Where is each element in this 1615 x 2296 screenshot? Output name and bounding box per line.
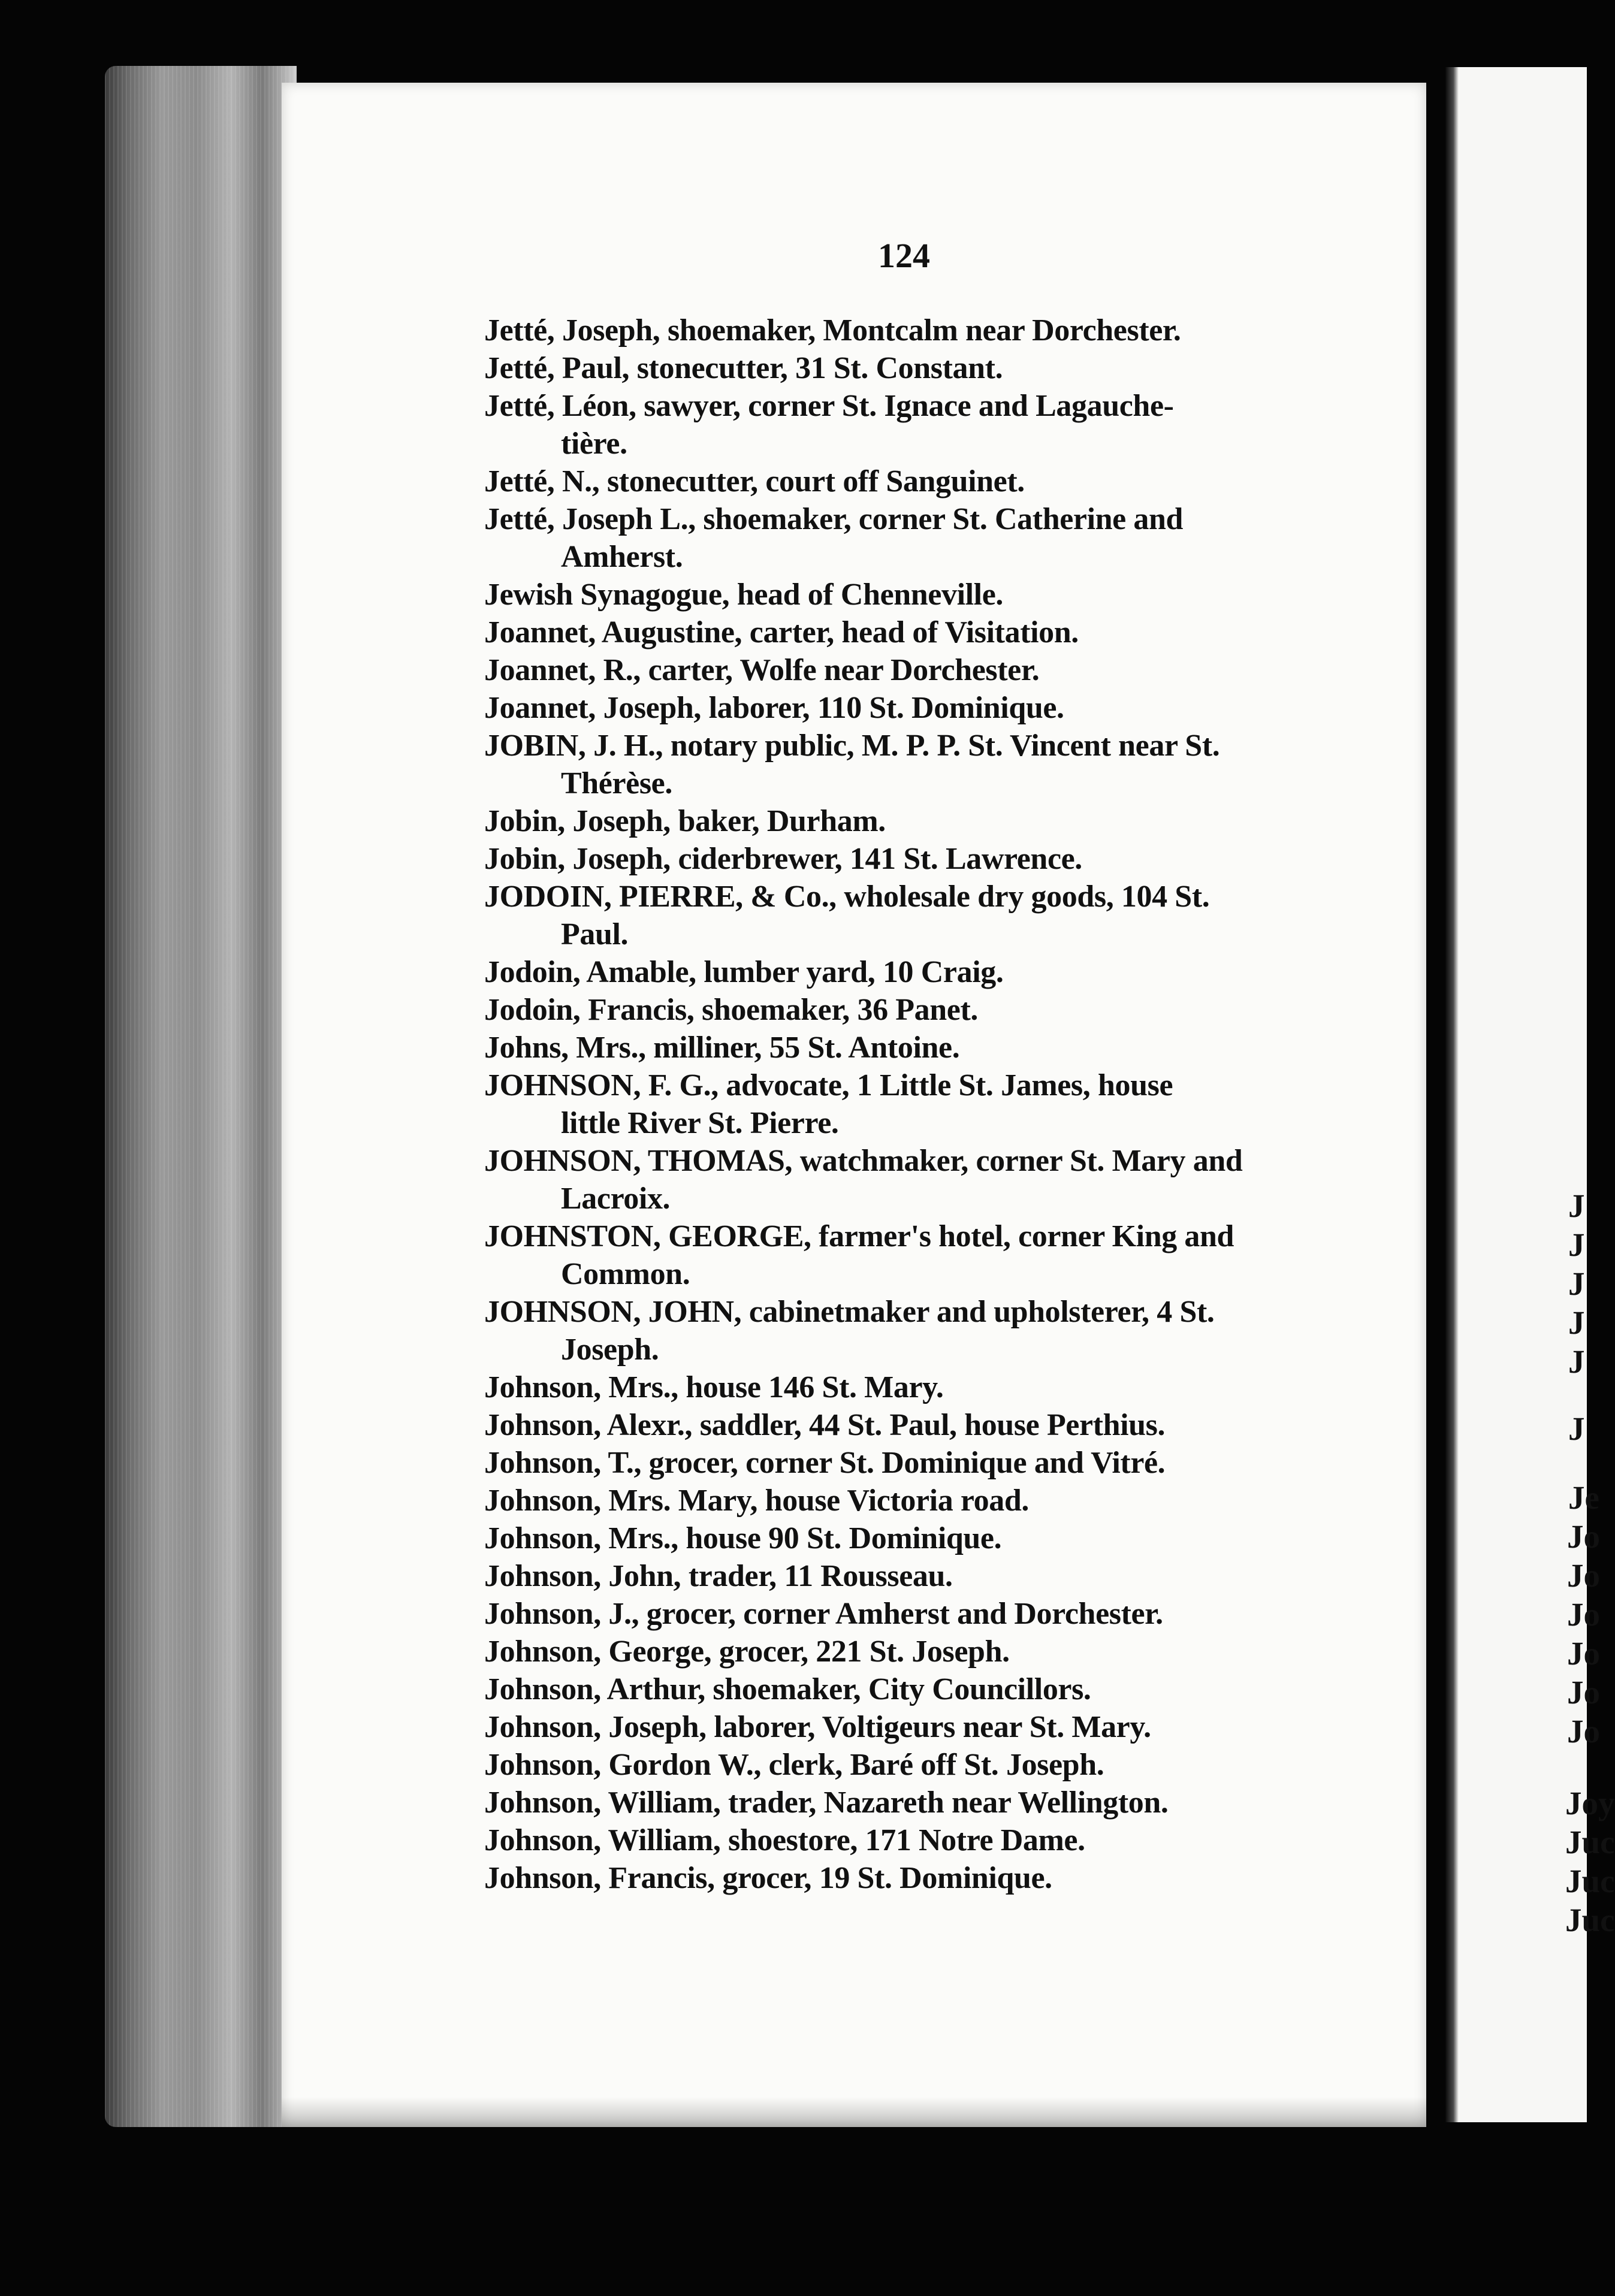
entry-text: Johnson, William, trader, Nazareth near Wellington. [484,1786,1169,1820]
entry-text: Johnson, Arthur, shoemaker, City Councillors. [484,1672,1091,1706]
next-page-fragment: J [1568,1188,1585,1224]
entry-text: Johns, Mrs., milliner, 55 St. Antoine. [484,1031,960,1065]
entry-text: Jetté, Joseph, shoemaker, Montcalm near Dorchester. [484,313,1181,348]
directory-entry [484,1519,1335,1557]
next-page-fragment: Juc [1565,1902,1615,1938]
entry-text: Johnson, John, trader, 11 Rousseau. [484,1559,953,1593]
directory-entry [484,651,1335,689]
entry-text: JOHNSON, JOHN, cabinetmaker and upholsterer, 4 St. [484,1295,1215,1329]
directory-entry [484,1746,1335,1784]
entry-text: Johnson, Joseph, laborer, Voltigeurs near St. Mary. [484,1710,1151,1744]
entry-text: JODOIN, PIERRE, & Co., wholesale dry goods, 104 St. [484,880,1210,914]
entry-continuation: Amherst. [561,540,683,574]
entry-text: Joannet, Augustine, carter, head of Visitation. [484,615,1079,649]
directory-entry [484,1406,1335,1444]
entry-text: Jetté, Paul, stonecutter, 31 St. Constant. [484,351,1003,385]
directory-entry [484,1784,1335,1821]
directory-entry [484,840,1335,878]
next-page-fragment: Jo [1567,1518,1600,1555]
next-page-fragment: Jo [1567,1596,1600,1633]
directory-entry [484,387,1335,463]
directory-entry [484,878,1335,953]
next-page-fragment: Joy [1565,1785,1615,1821]
entry-text: Jobin, Joseph, baker, Durham. [484,804,886,838]
directory-entry [484,1670,1335,1708]
entry-continuation: Lacroix. [561,1182,671,1216]
directory-entries [484,312,1335,1897]
page-shadow [282,2097,1426,2128]
entry-continuation: little River St. Pierre. [561,1106,839,1140]
directory-entry [484,1444,1335,1482]
entry-text: Johnson, Mrs., house 90 St. Dominique. [484,1521,1002,1555]
entry-continuation: Thérèse. [561,766,672,800]
entry-text: JOHNSON, F. G., advocate, 1 Little St. James, house [484,1068,1173,1102]
directory-entry [484,689,1335,727]
directory-entry [484,727,1335,802]
entry-text: Joannet, R., carter, Wolfe near Dorchester. [484,653,1040,687]
entry-text: Jodoin, Francis, shoemaker, 36 Panet. [484,993,978,1027]
entry-text: JOBIN, J. H., notary public, M. P. P. St. Vincent near St. [484,729,1220,763]
entry-text: Johnson, George, grocer, 221 St. Joseph. [484,1635,1010,1669]
directory-entry [484,1293,1335,1368]
directory-entry [484,953,1335,991]
entry-text: Johnson, Gordon W., clerk, Baré off St. Joseph. [484,1748,1104,1782]
next-page-fragment: J [1568,1265,1585,1302]
entry-text: Jetté, Joseph L., shoemaker, corner St. Catherine and [484,502,1184,536]
entry-text: Johnson, Alexr., saddler, 44 St. Paul, house Perthius. [484,1408,1166,1442]
directory-entry [484,991,1335,1029]
directory-entry [484,1595,1335,1633]
entry-text: Jetté, N., stonecutter, court off Sanguinet. [484,464,1025,499]
directory-entry [484,614,1335,651]
next-page-fragment: J [1568,1410,1585,1447]
entry-text: JOHNSTON, GEORGE, farmer's hotel, corner King and [484,1219,1234,1253]
entry-text: Jobin, Joseph, ciderbrewer, 141 St. Lawrence. [484,842,1082,876]
page-gutter [1445,67,1459,2122]
directory-entry [484,1368,1335,1406]
directory-entry [484,1142,1335,1218]
entry-text: Jodoin, Amable, lumber yard, 10 Craig. [484,955,1004,989]
entry-text: Jetté, Léon, sawyer, corner St. Ignace and Lagauche- [484,389,1174,423]
next-page-fragment: Jo [1567,1674,1600,1711]
directory-entry [484,1633,1335,1670]
entry-continuation: Paul. [561,917,629,951]
entry-continuation: Common. [561,1257,690,1291]
directory-entry [484,1218,1335,1293]
entry-text: Johnson, William, shoestore, 171 Notre Dame. [484,1823,1085,1857]
next-page-fragment: J [1568,1304,1585,1341]
directory-entry [484,500,1335,576]
entry-text: Johnson, T., grocer, corner St. Dominique and Vitré. [484,1446,1166,1480]
next-page-fragment: J [1568,1343,1585,1380]
next-page-fragment: Juc [1565,1824,1615,1860]
directory-entry [484,1821,1335,1859]
book-page-edges [105,66,297,2127]
entry-continuation: Joseph. [561,1333,659,1367]
directory-entry [484,1557,1335,1595]
next-page-fragment: J [1568,1226,1585,1263]
directory-entry [484,312,1335,349]
directory-entry [484,1859,1335,1897]
directory-entry [484,1067,1335,1142]
next-page-fragment: Jo [1567,1713,1600,1750]
entry-text: JOHNSON, THOMAS, watchmaker, corner St. Mary and [484,1144,1243,1178]
entry-text: Johnson, J., grocer, corner Amherst and Dorchester. [484,1597,1163,1631]
next-page-sliver [1445,67,1615,2122]
next-page-fragment: Jo [1567,1557,1600,1594]
entry-text: Joannet, Joseph, laborer, 110 St. Dominique. [484,691,1064,725]
directory-entry [484,576,1335,614]
entry-text: Johnson, Francis, grocer, 19 St. Dominique. [484,1861,1052,1895]
next-page-fragment: Je [1568,1479,1599,1516]
directory-entry [484,1482,1335,1519]
directory-entry [484,802,1335,840]
page-number: 124 [878,236,930,275]
directory-entry [484,463,1335,500]
entry-text: Johnson, Mrs., house 146 St. Mary. [484,1370,944,1404]
next-page-fragment: Juc [1565,1863,1615,1899]
entry-text: Jewish Synagogue, head of Chenneville. [484,578,1004,612]
next-page-fragment: Jo [1567,1635,1600,1672]
entry-text: Johnson, Mrs. Mary, house Victoria road. [484,1484,1029,1518]
entry-continuation: tière. [561,427,627,461]
directory-entry [484,1708,1335,1746]
directory-entry [484,349,1335,387]
directory-entry [484,1029,1335,1067]
